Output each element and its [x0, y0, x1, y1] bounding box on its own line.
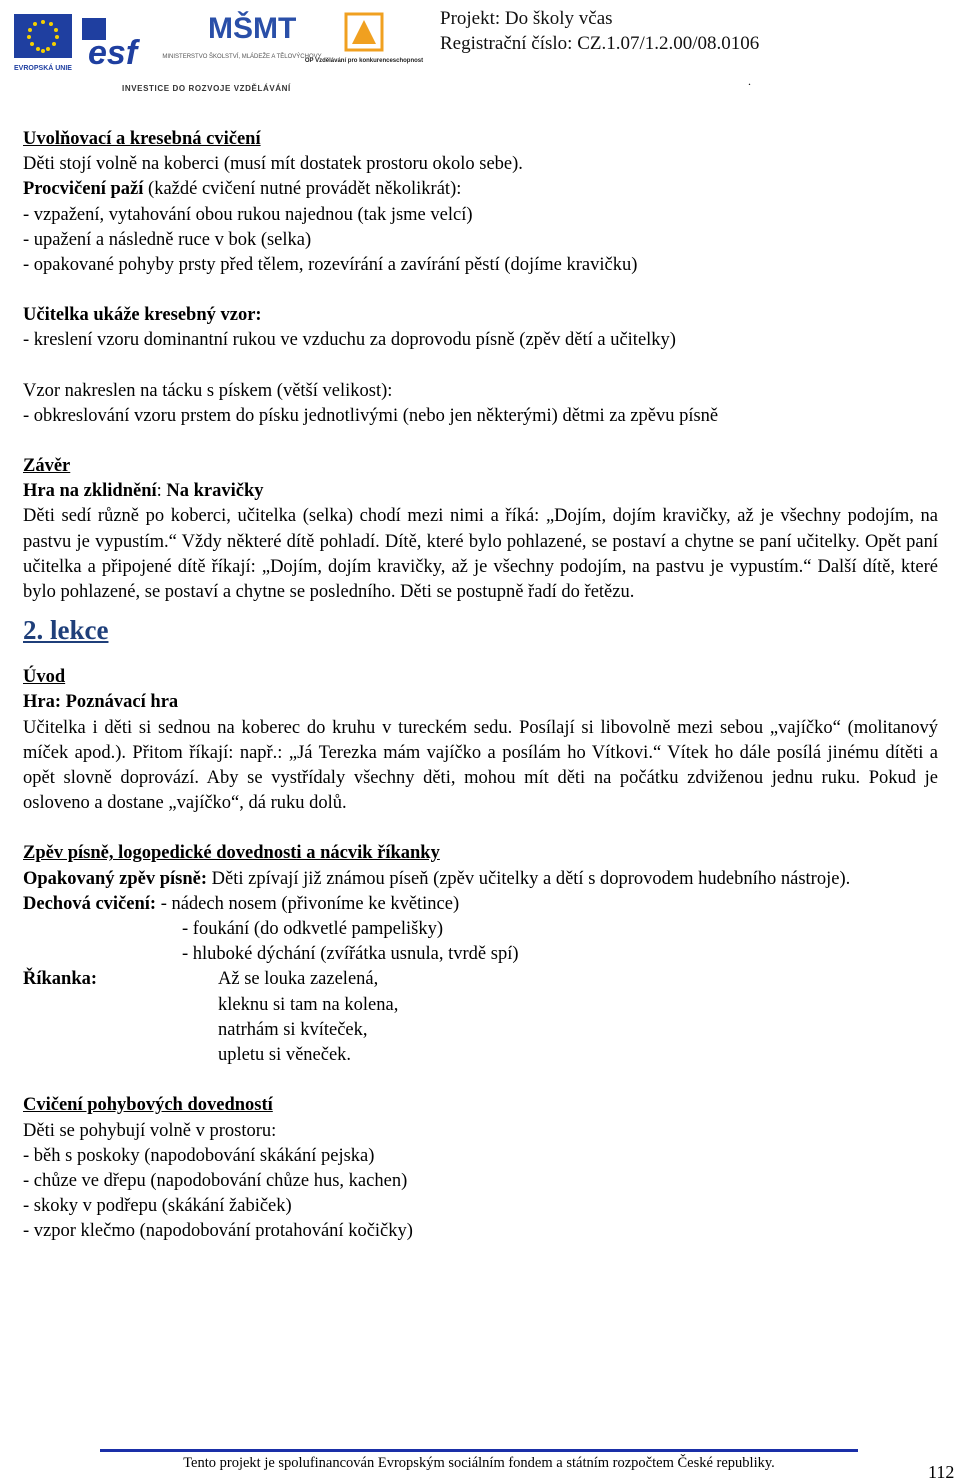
op-label: OP Vzdělávání pro konkurenceschopnost	[304, 58, 424, 64]
list-item: - hluboké dýchání (zvířátka usnula, tvrdě spí)	[182, 944, 519, 965]
paragraph: Vzor nakreslen na tácku s pískem (větší velikost):	[23, 380, 393, 401]
list-item: - skoky v podřepu (skákání žabiček)	[23, 1196, 292, 1217]
eu-flag-logo	[10, 10, 76, 76]
esf-logo	[82, 14, 152, 70]
bold-label: Hra na zklidnění	[23, 481, 157, 502]
game-line	[23, 479, 938, 504]
paragraph: Děti stojí volně na koberci (musí mít dostatek prostoru okolo sebe).	[23, 154, 523, 175]
section-title-zpev: Zpěv písně, logopedické dovednosti a nácvik říkanky	[23, 843, 440, 864]
rhyme-line: Až se louka zazelená,	[218, 969, 379, 990]
rhyme-line: upletu si věneček.	[218, 1045, 352, 1066]
esf-label: esf	[88, 34, 138, 72]
rikanka-row	[23, 967, 938, 992]
list-item: - vzpažení, vytahování obou rukou najednou (tak jsme velcí)	[23, 204, 473, 225]
text-span: Děti zpívají již známou píseň (zpěv učitelky a dětí s doprovodem hudebního nástroje).	[207, 868, 851, 889]
section-title-uvod: Úvod	[23, 667, 66, 688]
list-item: - kreslení vzoru dominantní rukou ve vzduchu za doprovodu písně (zpěv dětí a učitelky)	[23, 330, 676, 351]
rhyme-line: natrhám si kvíteček,	[218, 1019, 368, 1040]
subheading-kresebny-vzor: Učitelka ukáže kresebný vzor:	[23, 305, 262, 326]
svg-text:MŠMT: MŠMT	[208, 12, 297, 45]
game-name: Na kravičky	[166, 481, 264, 502]
section-title-uvolnovaci: Uvolňovací a kresebná cvičení	[23, 129, 261, 149]
document-body	[23, 127, 938, 1245]
text-span: - nádech nosem (přivoníme ke květince)	[156, 893, 460, 914]
paragraph-opakovany-zpev	[23, 867, 938, 892]
text-span: :	[156, 481, 167, 502]
paragraph-zaver: Děti sedí různě po koberci, učitelka (selka) chodí mezi nimi a říká: „Dojím, dojím kravičky, až je všechny podojím, na pastvu je vypustím.“ Vždy některé dítě pohladí. Dítě, které bylo pohlazené, se postaví a chytne se paní učitelky. Opět paní učitelka a připojené dítě říkají: „Dojím, dojím kravičky, až je všechny podojím, na pastvu je vypustím.“ Další dítě, které bylo pohlazené, se postaví a chytne se posledního. Děti se postupně řadí do řetězu.	[23, 506, 938, 603]
list-item: - běh s poskoky (napodobování skákání pejska)	[23, 1145, 375, 1166]
list-item: - chůze ve dřepu (napodobování chůze hus, kachen)	[23, 1170, 408, 1191]
rhyme-line: kleknu si tam na kolena,	[218, 994, 399, 1015]
bold-label: Dechová cvičení:	[23, 893, 157, 914]
bold-label: Procvičení paží	[23, 179, 144, 200]
registration-number: Registrační číslo: CZ.1.07/1.2.00/08.0106	[440, 33, 760, 54]
bold-label: Opakovaný zpěv písně:	[23, 868, 208, 889]
list-item: - foukání (do odkvetlé pampelišky)	[182, 919, 443, 940]
list-item: - obkreslování vzoru prstem do písku jednotlivými (nebo jen některými) dětmi za zpěvu písně	[23, 405, 719, 426]
msmt-label: MINISTERSTVO ŠKOLSTVÍ, MLÁDEŽE A TĚLOVÝCHOVY	[162, 54, 322, 60]
list-item: - opakované pohyby prsty před tělem, rozevírání a zavírání pěstí (dojíme kravičku)	[23, 255, 638, 276]
eu-label: EVROPSKÁ UNIE	[14, 65, 72, 72]
footer-divider	[100, 1449, 858, 1452]
list-item: - vzpor klečmo (napodobování protahování kočičky)	[23, 1221, 413, 1242]
game-line: Hra: Poznávací hra	[23, 692, 179, 713]
dechova-line	[23, 892, 938, 917]
text-span: (každé cvičení nutné provádět několikrát):	[143, 179, 462, 200]
op-vk-logo	[304, 10, 424, 72]
section-title-pohyb: Cvičení pohybových dovedností	[23, 1095, 273, 1116]
list-item: - upažení a následně ruce v bok (selka)	[23, 229, 312, 250]
page-header	[0, 0, 960, 100]
msmt-logo	[162, 8, 322, 76]
paragraph-uvod: Učitelka i děti si sednou na koberec do kruhu v tureckém sedu. Posílají si libovolně mezi sebou „vajíčko“ (molitanový míček apod.). Přitom říkají: např.: „Já Terezka mám vajíčko a posílám ho Vítkovi.“ Vítek ho dále posílá jinému dítěti a opět slovně doprovází. Aby se vystřídaly všechny děti, mohou mít děti na počátku zdviženou jednu ruku. Pokud je osloveno a dostane „vajíčko“, dá ruku dolů.	[23, 717, 938, 814]
page-number: 112	[928, 1462, 955, 1482]
lesson-heading: 2. lekce	[23, 615, 109, 646]
paragraph: Děti se pohybují volně v prostoru:	[23, 1120, 277, 1141]
investice-tagline: INVESTICE DO ROZVOJE VZDĚLÁVÁNÍ	[122, 84, 291, 93]
paragraph-procviceni	[23, 177, 938, 202]
bold-label: Říkanka:	[23, 969, 98, 990]
section-title-zaver: Závěr	[23, 456, 71, 477]
footer-text: Tento projekt je spolufinancován Evropským sociálním fondem a státním rozpočtem České republiky.	[183, 1455, 775, 1471]
header-dot: .	[748, 74, 751, 88]
project-title: Projekt: Do školy včas	[440, 8, 613, 29]
